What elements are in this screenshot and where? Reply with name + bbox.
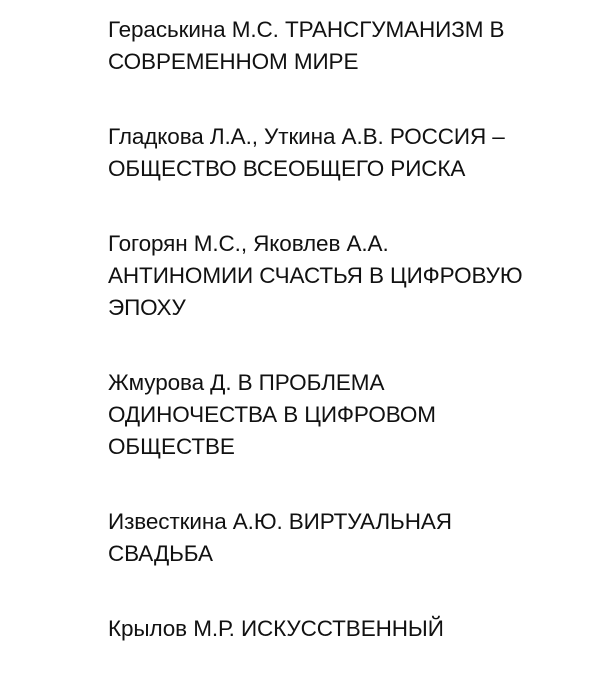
article-title-line: Крылов М.Р. ИСКУССТВЕННЫЙ xyxy=(108,616,444,641)
article-title-line: Известкина А.Ю. ВИРТУАЛЬНАЯ xyxy=(108,509,452,534)
article-title-line: ОБЩЕСТВО ВСЕОБЩЕГО РИСКА xyxy=(108,156,466,181)
article-item-zhmurova[interactable] xyxy=(108,367,578,463)
article-item-gladkova[interactable] xyxy=(108,121,578,185)
article-title-line: ОБЩЕСТВЕ xyxy=(108,434,235,459)
article-title-line: Жмурова Д. В ПРОБЛЕМА xyxy=(108,370,385,395)
article-title-line: ОДИНОЧЕСТВА В ЦИФРОВОМ xyxy=(108,402,436,427)
article-title-line: АНТИНОМИИ СЧАСТЬЯ В ЦИФРОВУЮ xyxy=(108,263,523,288)
article-item-gogoryan[interactable] xyxy=(108,228,578,324)
article-title-line: Гладкова Л.А., Уткина А.В. РОССИЯ – xyxy=(108,124,505,149)
article-title-line: СОВРЕМЕННОМ МИРЕ xyxy=(108,49,359,74)
article-list xyxy=(108,14,578,688)
article-item-gheraskina[interactable] xyxy=(108,14,578,78)
article-title-line: Гераськина М.С. ТРАНСГУМАНИЗМ В xyxy=(108,17,505,42)
article-item-izvestkina[interactable] xyxy=(108,506,578,570)
article-title-line: ЭПОХУ xyxy=(108,295,186,320)
article-item-krylov[interactable] xyxy=(108,613,578,645)
article-title-line: Гогорян М.С., Яковлев А.А. xyxy=(108,231,389,256)
article-title-line: СВАДЬБА xyxy=(108,541,213,566)
